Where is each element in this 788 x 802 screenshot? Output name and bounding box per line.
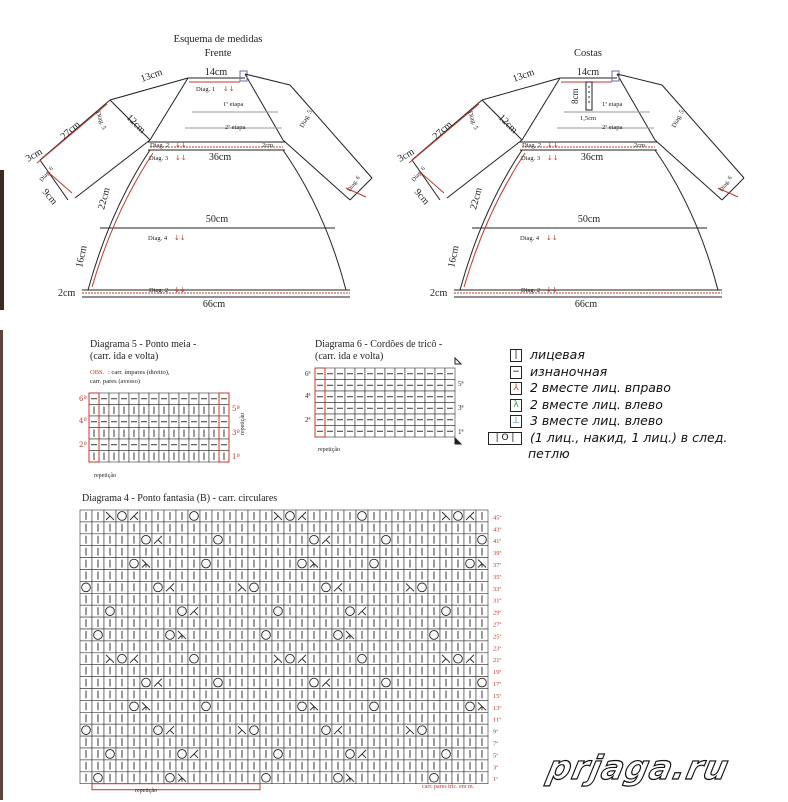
diagram4 — [80, 493, 502, 794]
d4-row-label: 23ª — [493, 645, 502, 653]
d4-row-label: 37ª — [493, 562, 502, 569]
d6-repeat-bottom: repetição — [318, 447, 340, 453]
diagram5 — [79, 339, 246, 479]
diagram6-title: Diagrama 6 - Cordões de tricô - — [315, 339, 443, 350]
d4-row-label: 41ª — [493, 538, 502, 546]
d4-row-label: 39ª — [493, 550, 502, 558]
back-band-label: 2cm — [634, 142, 646, 149]
d4-row-label: 13ª — [493, 704, 502, 712]
diagram4-row-labels — [493, 514, 502, 783]
svg-text:↓↓: ↓↓ — [547, 141, 559, 149]
front-title: Frente — [204, 48, 232, 59]
diagram6-grid — [315, 368, 455, 437]
diagram5-obs1: : carr. ímpares (direito), — [108, 369, 170, 376]
front-labels — [24, 67, 362, 310]
d4-row-label: 31ª — [493, 597, 502, 605]
d5-row-1: 1ª — [232, 453, 240, 461]
back-diag3-label: Diag. 3 — [521, 155, 541, 162]
front-side-upper-label: 22cm — [96, 186, 113, 211]
back-stage2-label: 2ª etapa — [602, 124, 623, 131]
front-cuff-width-label: 9cm — [39, 186, 60, 208]
d5-row-4: 4ª — [79, 417, 87, 425]
back-diag5-label: Diag. 5 — [466, 110, 480, 131]
d6-row-4: 4ª — [305, 392, 311, 400]
d5-row-3: 3ª — [232, 429, 240, 437]
front-diag6-label: Diag. 6 — [38, 165, 55, 184]
d4-row-label: 11ª — [493, 716, 502, 724]
d4-row-label: 19ª — [493, 669, 502, 677]
d6-row-1: 1ª — [458, 428, 464, 436]
back-side-lower-label: 16cm — [446, 244, 462, 269]
d4-row-label: 15ª — [493, 692, 502, 700]
k3tog-left-symbol-icon: ⟂ — [510, 415, 522, 428]
diagram5-obs-label: OBS. — [90, 369, 105, 376]
back-diag2b-label: Diag. 2 — [521, 287, 541, 294]
legend-item-k2tog-right: ⅄ 2 вместе лиц. вправо — [510, 380, 727, 397]
back-bottom-label: 66cm — [574, 299, 598, 310]
front-band-label: 2cm — [262, 142, 274, 149]
d6-row-3: 3ª — [458, 404, 464, 412]
d4-row-label: 17ª — [493, 681, 502, 688]
back-shoulder-label: 13cm — [511, 66, 536, 85]
d4-row-label: 33ª — [493, 585, 502, 593]
svg-text:↓↓: ↓↓ — [223, 85, 235, 93]
back-title: Costas — [573, 48, 603, 59]
back-cuff-height-label: 3cm — [396, 146, 417, 165]
front-side-lower-label: 16cm — [74, 244, 90, 269]
back-diag2a-label: Diag. 2 — [522, 142, 542, 149]
increase-symbol-icon: | O | — [488, 432, 522, 445]
svg-text:↓↓: ↓↓ — [547, 154, 559, 162]
d5-repeat-bottom: repetição — [94, 473, 116, 479]
front-armhole-label: 12cm — [123, 112, 148, 136]
front-waist-label: 50cm — [205, 214, 229, 225]
svg-text:↓↓: ↓↓ — [546, 286, 558, 294]
d4-row-label: 27ª — [493, 621, 502, 629]
legend-item-knit: | лицевая — [510, 347, 727, 364]
d4-row-label: 7ª — [493, 740, 499, 748]
d4-row-label: 29ª — [493, 609, 502, 617]
d4-row-label: 43ª — [493, 526, 502, 534]
front-cuff-height-label: 3cm — [24, 146, 45, 165]
front-shoulder-label: 13cm — [139, 66, 164, 85]
legend-item-increase: | O | (1 лиц., накид, 1 лиц.) в след. — [510, 430, 727, 447]
d6-row-6: 6ª — [305, 370, 311, 378]
d5-row-2: 2ª — [79, 441, 87, 449]
legend-item-increase-continued: петлю — [528, 446, 570, 461]
d4-row-label: 1ª — [493, 776, 499, 784]
back-diag5r-label: Diag. 5 — [670, 108, 686, 129]
front-garment — [37, 71, 372, 297]
front-diag5-label: Diag. 5 — [94, 110, 108, 131]
svg-text:↓↓: ↓↓ — [174, 234, 186, 242]
d4-row-label: 25ª — [493, 633, 502, 641]
front-diag6r-label: Diag. 6 — [346, 175, 362, 194]
front-diag4-label: Diag. 4 — [148, 235, 168, 242]
diagram5-subtitle: (carr. ida e volta) — [90, 351, 159, 362]
d4-row-label: 21ª — [493, 657, 502, 665]
front-neck-label: 14cm — [204, 67, 228, 78]
front-diag2b-label: Diag. 2 — [149, 287, 169, 294]
front-stage2-label: 2ª etapa — [225, 124, 246, 131]
diagram6-subtitle: (carr. ida e volta) — [315, 351, 384, 362]
k2tog-right-symbol-icon: ⅄ — [510, 382, 522, 395]
front-chest-label: 36cm — [208, 152, 232, 163]
front-sleeve-length-label: 27cm — [58, 119, 83, 143]
legend-item-purl: − изнаночная — [510, 364, 727, 381]
back-cuff-width-label: 9cm — [411, 186, 432, 208]
front-diag2a-label: Diag. 2 — [150, 142, 170, 149]
d4-repeat-bracket — [92, 784, 260, 790]
diagram6 — [305, 339, 464, 453]
back-labels — [396, 67, 734, 310]
front-hem-label: 2cm — [58, 288, 76, 299]
svg-text:↓↓: ↓↓ — [175, 154, 187, 162]
d4-row-label: 5ª — [493, 752, 499, 760]
svg-text:↓↓: ↓↓ — [174, 286, 186, 294]
back-diag4-label: Diag. 4 — [520, 235, 540, 242]
d6-start-arrow-icon — [455, 358, 461, 364]
back-waist-label: 50cm — [577, 214, 601, 225]
knit-symbol-icon: | — [510, 349, 522, 362]
back-hem-label: 2cm — [430, 288, 448, 299]
back-sleeve-length-label: 27cm — [430, 119, 455, 143]
d4-repeat-bottom: repetição — [135, 788, 157, 794]
d5-repeat-side: repetição — [240, 413, 246, 435]
svg-text:↓↓: ↓↓ — [175, 141, 187, 149]
d4-row-label: 35ª — [493, 573, 502, 581]
legend-item-k2tog-left: λ 2 вместе лиц. влево — [510, 397, 727, 414]
schema-title: Esquema de medidas — [173, 34, 263, 45]
front-diag1-label: Diag. 1 — [196, 86, 216, 93]
back-diag6-label: Diag. 6 — [410, 165, 427, 184]
front-stage1-label: 1ª etapa — [223, 101, 244, 108]
back-slit-width-label: 1,5cm — [580, 115, 597, 122]
back-neck-label: 14cm — [576, 67, 600, 78]
back-armhole-label: 12cm — [495, 112, 520, 136]
k2tog-left-symbol-icon: λ — [510, 399, 522, 412]
d5-row-6: 6ª — [79, 395, 87, 403]
legend-item-k3tog-left: ⟂ 3 вместе лиц. влево — [510, 413, 727, 430]
d6-end-arrow-icon — [455, 438, 461, 444]
d4-row-label: 9ª — [493, 728, 499, 736]
back-slit-label: 8cm — [570, 88, 580, 104]
back-side-upper-label: 22cm — [468, 186, 485, 211]
front-bottom-label: 66cm — [202, 299, 226, 310]
d4-note-bottom: carr. pares tric. em m. — [422, 784, 475, 790]
back-stage1-label: 1ª etapa — [602, 101, 623, 108]
d4-row-label: 3ª — [493, 764, 499, 772]
diagram5-grid — [89, 393, 229, 462]
back-diag6r-label: Diag. 6 — [718, 175, 734, 194]
front-diag5r-label: Diag. 5 — [298, 108, 314, 129]
diagram5-title: Diagrama 5 - Ponto meia - — [90, 339, 197, 350]
diagram5-obs2: carr. pares (avesso) — [90, 378, 140, 385]
d4-row-label: 45ª — [493, 514, 502, 522]
svg-text:↓↓: ↓↓ — [546, 234, 558, 242]
d6-row-2: 2ª — [305, 416, 311, 424]
diagram4-title: Diagrama 4 - Ponto fantasia (B) - carr. circulares — [82, 493, 278, 504]
back-chest-label: 36cm — [580, 152, 604, 163]
diagram4-grid — [80, 510, 488, 790]
front-diag3-label: Diag. 3 — [149, 155, 169, 162]
purl-symbol-icon: − — [510, 366, 522, 379]
watermark-logo: prjaga.ru — [543, 748, 733, 787]
d5-row-5: 5ª — [232, 405, 240, 413]
stitch-legend — [495, 347, 728, 463]
d6-row-5: 5ª — [458, 380, 464, 388]
